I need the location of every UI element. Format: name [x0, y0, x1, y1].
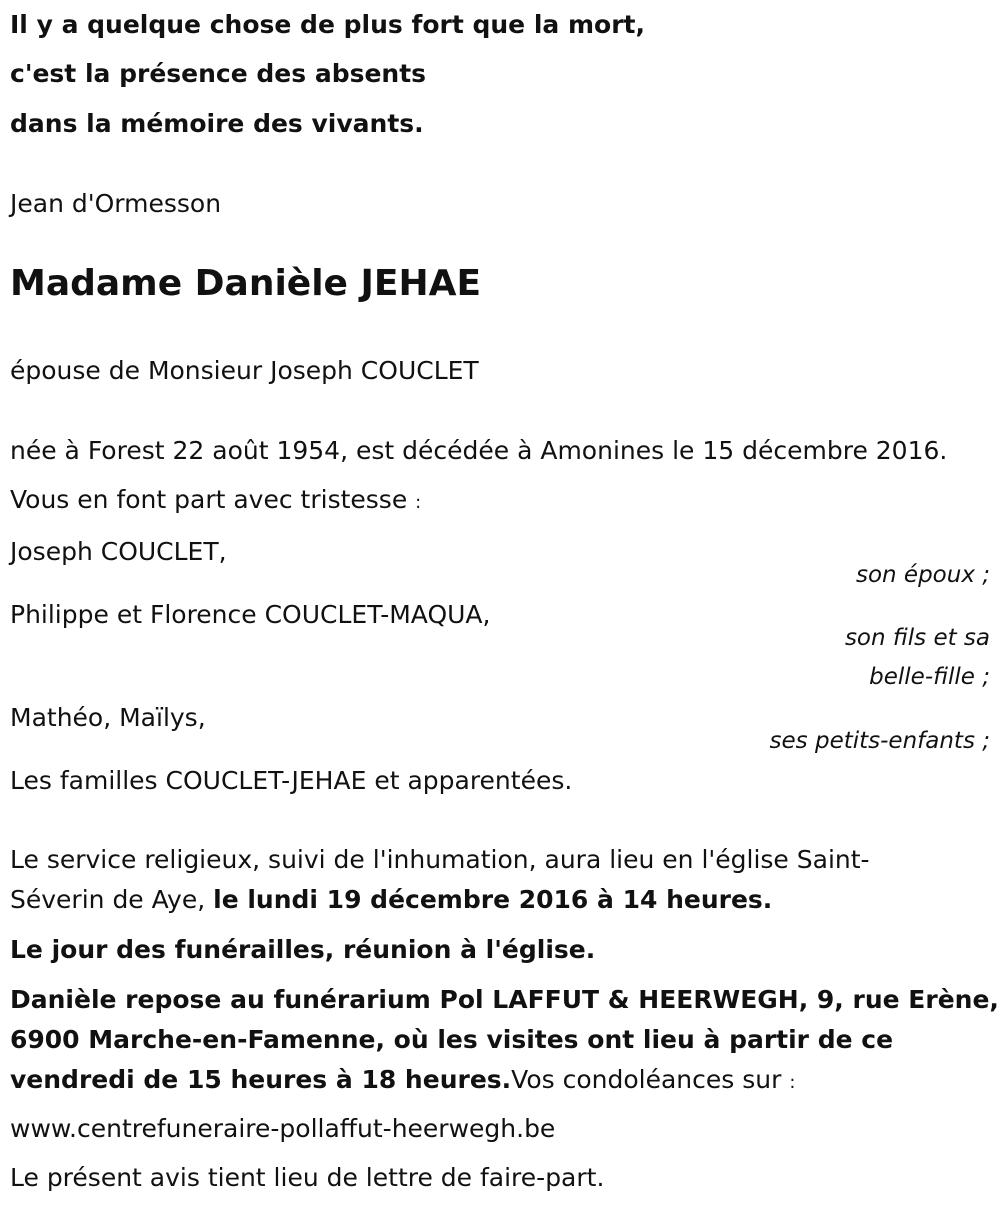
website-link[interactable]: www.centrefuneraire-pollaffut-heerwegh.be	[10, 1114, 556, 1143]
announcement-intro	[10, 485, 421, 515]
birth-death-line: née à Forest 22 août 1954, est décédée à Amonines le 15 décembre 2016.	[10, 436, 948, 465]
quote-line-3: dans la mémoire des vivants.	[10, 109, 424, 138]
family-member-relation: belle-fille ;	[869, 664, 990, 690]
condolences-colon: :	[789, 1072, 796, 1093]
quote-author: Jean d'Ormesson	[10, 189, 222, 218]
announcement-intro-colon: :	[415, 492, 422, 513]
condolences-label: Vos condoléances sur	[511, 1065, 782, 1094]
gathering-line: Le jour des funérailles, réunion à l'église.	[10, 935, 596, 964]
rest-line-1: Danièle repose au funérarium Pol LAFFUT & HEERWEGH, 9, rue Erène,	[10, 985, 999, 1014]
quote-line-1: Il y a quelque chose de plus fort que la mort,	[10, 10, 645, 39]
visiting-hours: vendredi de 15 heures à 18 heures.	[10, 1065, 512, 1094]
announcement-intro-text: Vous en font part avec tristesse	[10, 485, 408, 514]
family-member-name: Joseph COUCLET,	[10, 537, 227, 566]
quote-line-2: c'est la présence des absents	[10, 59, 427, 88]
family-member-relation: ses petits-enfants ;	[769, 728, 990, 754]
family-member-relation: son époux ;	[855, 562, 990, 588]
rest-line-3	[10, 1065, 795, 1095]
rest-line-2: 6900 Marche-en-Famenne, où les visites ont lieu à partir de ce	[10, 1025, 894, 1054]
families-line: Les familles COUCLET-JEHAE et apparentées.	[10, 766, 573, 795]
closing-line: Le présent avis tient lieu de lettre de faire-part.	[10, 1163, 605, 1192]
service-date: le lundi 19 décembre 2016 à 14 heures.	[213, 885, 773, 914]
service-location: Séverin de Aye,	[10, 885, 206, 914]
family-member-relation: son fils et sa	[844, 625, 990, 651]
service-line-2	[10, 885, 772, 915]
family-member-name: Philippe et Florence COUCLET-MAQUA,	[10, 600, 491, 629]
family-member-name: Mathéo, Maïlys,	[10, 703, 206, 732]
deceased-name: Madame Danièle JEHAE	[10, 263, 482, 304]
service-line-1: Le service religieux, suivi de l'inhumation, aura lieu en l'église Saint-	[10, 845, 870, 874]
spouse-line: épouse de Monsieur Joseph COUCLET	[10, 356, 479, 385]
